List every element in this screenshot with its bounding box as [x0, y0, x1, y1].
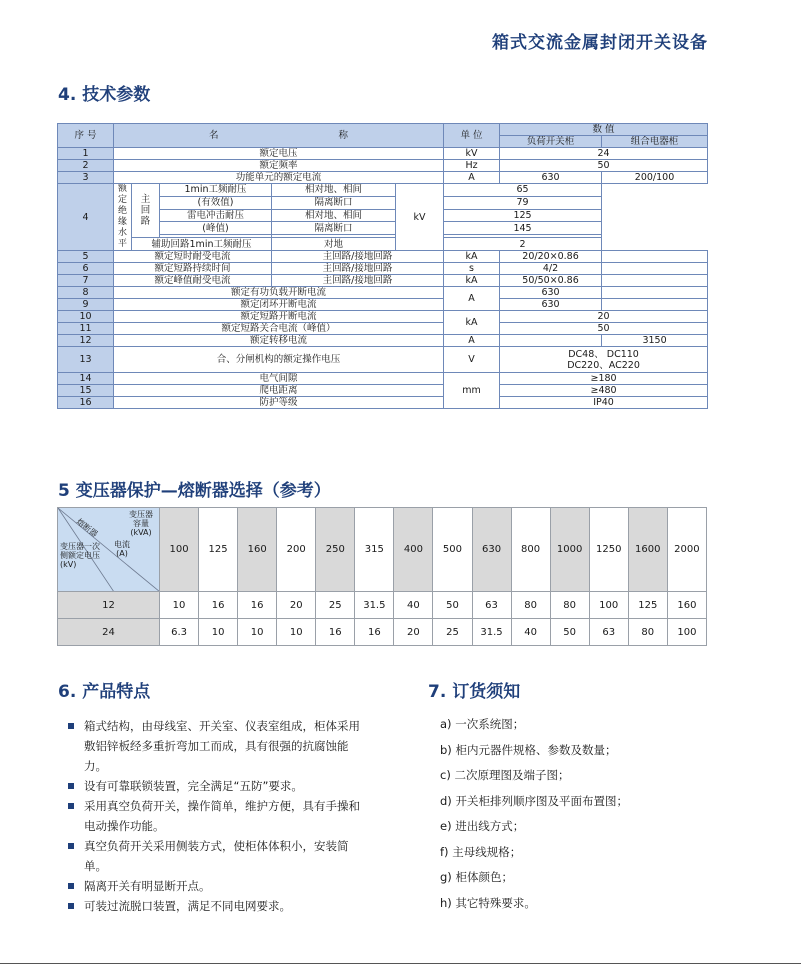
fuse-current-cell: 20	[277, 592, 316, 619]
fuse-current-cell: 63	[472, 592, 511, 619]
fuse-selection-table	[57, 507, 707, 646]
capacity-header-cell: 315	[355, 508, 394, 592]
order-item: h) 其它特殊要求。	[440, 895, 536, 910]
footer-rule	[0, 963, 801, 964]
table-row: 16 防护等级 IP40	[58, 397, 708, 409]
capacity-header-cell: 1600	[628, 508, 667, 592]
capacity-header-cell: 160	[238, 508, 277, 592]
fuse-current-cell: 10	[199, 619, 238, 646]
fuse-current-cell: 10	[238, 619, 277, 646]
voltage-24-label: 24	[58, 619, 160, 646]
h-unit: 单 位	[444, 124, 500, 148]
table-row: 15 爬电距离 ≥480	[58, 385, 708, 397]
capacity-header-cell: 125	[199, 508, 238, 592]
capacity-header-cell: 630	[472, 508, 511, 592]
fuse-current-cell: 10	[277, 619, 316, 646]
voltage-12-label: 12	[58, 592, 160, 619]
bullet-icon	[68, 883, 74, 889]
section-7-title: 7. 订货须知	[428, 682, 521, 702]
features-list	[68, 716, 368, 916]
order-notes-list	[440, 712, 628, 916]
fuse-current-cell: 80	[511, 592, 550, 619]
fuse-current-cell: 63	[589, 619, 628, 646]
feature-item: 采用真空负荷开关，操作简单，维护方便，具有手操和电动操作功能。	[68, 796, 368, 836]
bullet-icon	[68, 803, 74, 809]
fuse-current-cell: 40	[511, 619, 550, 646]
order-item: a) 一次系统图；	[440, 717, 525, 731]
main-circuit-label: 主回路	[132, 184, 160, 238]
h-name: 名 称	[114, 124, 444, 148]
h-values: 数 值	[500, 124, 708, 136]
capacity-header-cell: 400	[394, 508, 433, 592]
fuse-current-cell: 31.5	[472, 619, 511, 646]
capacity-header-cell: 2000	[667, 508, 706, 592]
fuse-current-cell: 10	[160, 592, 199, 619]
table-row: 雷电冲击耐压 相对地、相间 125	[58, 209, 708, 222]
table-row: 辅助回路1min工频耐压 对地 2	[58, 238, 708, 251]
feature-item: 箱式结构，由母线室、开关室、仪表室组成，柜体采用敷铝锌板经多重折弯加工而成，具有很强的抗腐蚀能力。	[68, 716, 368, 776]
capacity-header-cell: 1000	[550, 508, 589, 592]
table-row: 7 额定峰值耐受电流 主回路/接地回路 kA 50/50×0.86	[58, 275, 708, 287]
table-row: 4 额定绝缘水平 主回路 1min工频耐压 相对地、相间 kV 65	[58, 184, 708, 197]
table-row: 3 功能单元的额定电流 A 630 200/100	[58, 172, 708, 184]
order-item: c) 二次原理图及端子图；	[440, 768, 570, 782]
corner-header-cell: 变压器容量 (kVA) 熔断器 电流 (A) 变压器一次侧额定电压(kV)	[58, 508, 160, 592]
h-load-switch: 负荷开关柜	[500, 136, 602, 148]
bullet-icon	[68, 843, 74, 849]
table-row: 8 额定有功负载开断电流 A 630	[58, 287, 708, 299]
fuse-current-cell: 6.3	[160, 619, 199, 646]
tech-params-table	[57, 123, 708, 409]
section-5-title: 5 变压器保护—熔断器选择（参考）	[58, 481, 331, 501]
table-row: 14 电气间隙 mm ≥180	[58, 373, 708, 385]
table-row: 6 额定短路持续时间 主回路/接地回路 s 4/2	[58, 263, 708, 275]
feature-item: 可装过流脱口装置，满足不同电网要求。	[68, 896, 368, 916]
table-row: 11 额定短路关合电流（峰值） 50	[58, 323, 708, 335]
fuse-current-cell: 100	[589, 592, 628, 619]
fuse-current-cell: 16	[355, 619, 394, 646]
fuse-current-cell: 50	[433, 592, 472, 619]
table-row: (峰值) 隔离断口 145	[58, 222, 708, 235]
bullet-icon	[68, 723, 74, 729]
capacity-header-cell: 250	[316, 508, 355, 592]
h-combined: 组合电器柜	[602, 136, 708, 148]
section-6-title: 6. 产品特点	[58, 682, 151, 702]
fuse-current-cell: 125	[628, 592, 667, 619]
order-item: e) 进出线方式；	[440, 819, 525, 833]
fuse-current-cell: 100	[667, 619, 706, 646]
fuse-current-cell: 16	[238, 592, 277, 619]
table-row: 5 额定短时耐受电流 主回路/接地回路 kA 20/20×0.86	[58, 251, 708, 263]
h-no: 序 号	[58, 124, 114, 148]
order-item: b) 柜内元器件规格、参数及数量；	[440, 742, 617, 757]
header-title: 箱式交流金属封闭开关设备	[492, 33, 708, 53]
fuse-current-cell: 80	[628, 619, 667, 646]
order-item: g) 柜体颜色；	[440, 870, 513, 884]
table-row: 2 额定频率 Hz 50	[58, 160, 708, 172]
capacity-header-cell: 200	[277, 508, 316, 592]
fuse-current-cell: 31.5	[355, 592, 394, 619]
fuse-current-cell: 16	[199, 592, 238, 619]
fuse-current-cell: 16	[316, 619, 355, 646]
feature-item: 设有可靠联锁装置，完全满足“五防”要求。	[68, 776, 368, 796]
order-item: f) 主母线规格；	[440, 844, 522, 859]
table-row: 1 额定电压 kV 24	[58, 148, 708, 160]
feature-item: 真空负荷开关采用侧装方式，使柜体体积小，安装简单。	[68, 836, 368, 876]
bullet-icon	[68, 903, 74, 909]
fuse-current-cell: 25	[433, 619, 472, 646]
feature-item: 隔离开关有明显断开点。	[68, 876, 368, 896]
table-row: 9 额定闭环开断电流 630	[58, 299, 708, 311]
table-row: 10 额定短路开断电流 kA 20	[58, 311, 708, 323]
table-row: (有效值) 隔离断口 79	[58, 196, 708, 209]
capacity-header-cell: 800	[511, 508, 550, 592]
order-item: d) 开关柜排列顺序图及平面布置图；	[440, 793, 628, 808]
fuse-current-cell: 50	[550, 619, 589, 646]
fuse-current-cell: 160	[667, 592, 706, 619]
capacity-header-cell: 500	[433, 508, 472, 592]
capacity-header-cell: 100	[160, 508, 199, 592]
insulation-level-label: 额定绝缘水平	[114, 184, 132, 251]
section-4-title: 4. 技术参数	[58, 85, 151, 105]
fuse-current-cell: 40	[394, 592, 433, 619]
bullet-icon	[68, 783, 74, 789]
table-row: 12 额定转移电流 A 3150	[58, 335, 708, 347]
fuse-current-cell: 25	[316, 592, 355, 619]
fuse-current-cell: 80	[550, 592, 589, 619]
fuse-current-cell: 20	[394, 619, 433, 646]
capacity-header-cell: 1250	[589, 508, 628, 592]
table-row: 13 合、分闸机构的额定操作电压 V DC48、 DC110 DC220、AC220	[58, 347, 708, 373]
